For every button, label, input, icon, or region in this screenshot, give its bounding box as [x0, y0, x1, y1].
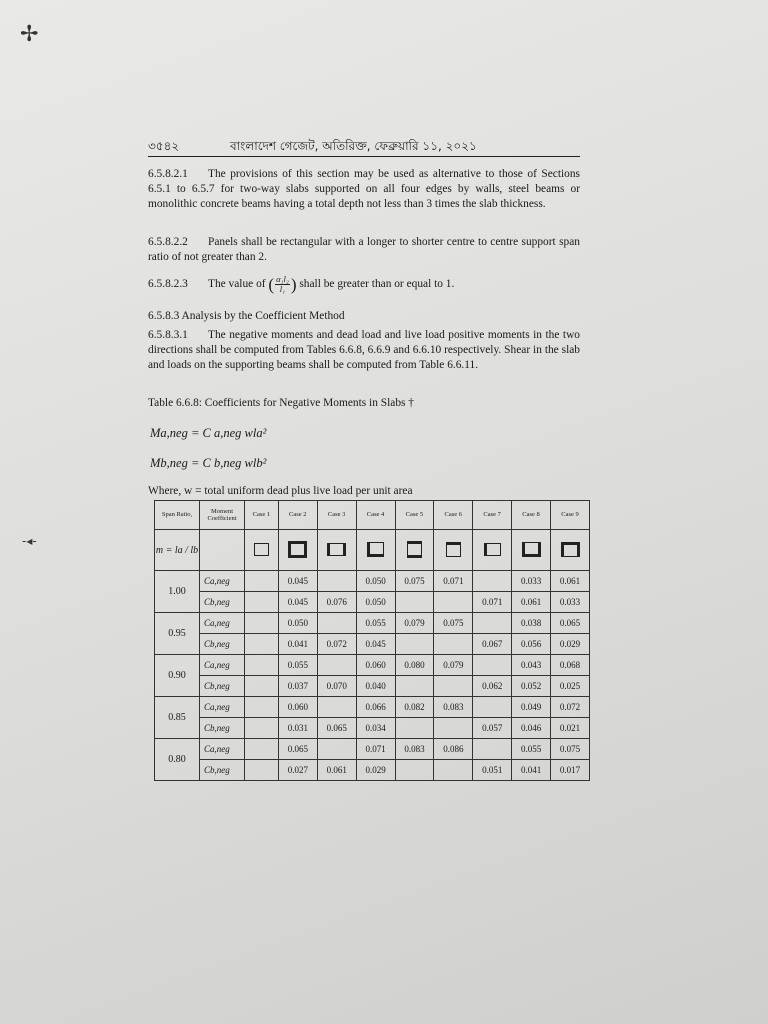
value-cell — [434, 718, 473, 739]
case-9-diagram-icon — [551, 530, 590, 571]
value-cell: 0.045 — [278, 592, 317, 613]
page-number: ৩৫৪২ — [148, 139, 180, 153]
span-ratio-cell: 0.85 — [155, 697, 200, 739]
value-cell — [395, 676, 434, 697]
value-cell: 0.043 — [512, 655, 551, 676]
value-cell: 0.055 — [356, 613, 395, 634]
value-cell — [245, 676, 279, 697]
equation-mb-neg: Mb,neg = C b,neg wlb² — [150, 456, 267, 470]
value-cell: 0.017 — [551, 760, 590, 781]
span-ratio-cell: 1.00 — [155, 571, 200, 613]
section-text: The provisions of this section may be used as alternative to those of Sections 6.5.1 to 6.5.7 for two-way slabs supported on all four edges by walls, steel beams or monolithic concrete beams having a total depth not less than 3 times the slab thickness. — [148, 168, 580, 210]
value-cell — [434, 592, 473, 613]
value-cell: 0.033 — [551, 592, 590, 613]
case-6-diagram-icon — [434, 530, 473, 571]
table-row — [155, 718, 590, 739]
m-ratio-label: m = la / lb — [155, 530, 200, 571]
coefficient-label-cell: Cb,neg — [200, 760, 245, 781]
section-6-5-8-2-2 — [148, 235, 580, 265]
value-cell: 0.062 — [473, 676, 512, 697]
value-cell: 0.079 — [395, 613, 434, 634]
coefficient-label-cell: Cb,neg — [200, 718, 245, 739]
value-cell: 0.056 — [512, 634, 551, 655]
section-number: 6.5.8.3.1 — [148, 329, 188, 341]
value-cell — [395, 760, 434, 781]
value-cell: 0.076 — [317, 592, 356, 613]
case-3-diagram-icon — [317, 530, 356, 571]
value-cell: 0.029 — [551, 634, 590, 655]
value-cell: 0.057 — [473, 718, 512, 739]
coefficient-label-cell: Ca,neg — [200, 613, 245, 634]
value-cell: 0.072 — [317, 634, 356, 655]
value-cell — [395, 634, 434, 655]
table-row — [155, 697, 590, 718]
coefficient-table — [154, 500, 590, 781]
value-cell: 0.045 — [278, 571, 317, 592]
table-row — [155, 613, 590, 634]
header-case-1: Case 1 — [245, 501, 279, 530]
value-cell: 0.071 — [473, 592, 512, 613]
table-row — [155, 676, 590, 697]
value-cell: 0.065 — [551, 613, 590, 634]
table-row — [155, 655, 590, 676]
value-cell: 0.041 — [512, 760, 551, 781]
value-cell — [317, 697, 356, 718]
span-ratio-cell: 0.90 — [155, 655, 200, 697]
table-header-row — [155, 501, 590, 530]
case-2-diagram-icon — [278, 530, 317, 571]
value-cell — [317, 739, 356, 760]
header-case-2: Case 2 — [278, 501, 317, 530]
where-line: Where, w = total uniform dead plus live load per unit area — [148, 485, 413, 497]
value-cell: 0.021 — [551, 718, 590, 739]
value-cell: 0.083 — [434, 697, 473, 718]
value-cell: 0.070 — [317, 676, 356, 697]
value-cell: 0.041 — [278, 634, 317, 655]
value-cell: 0.031 — [278, 718, 317, 739]
value-cell: 0.075 — [395, 571, 434, 592]
value-cell: 0.082 — [395, 697, 434, 718]
value-cell: 0.075 — [434, 613, 473, 634]
header-case-9: Case 9 — [551, 501, 590, 530]
span-ratio-cell: 0.80 — [155, 739, 200, 781]
header-span-ratio: Span Ratio, — [155, 501, 200, 530]
section-text: The negative moments and dead load and live load positive moments in the two directions shall be computed from Tables 6.6.8, 6.6.9 and 6.6.10 respectively. Shear in the slab and loads on the supporting beams shall be computed from Table 6.6.11. — [148, 329, 580, 371]
value-cell: 0.050 — [356, 571, 395, 592]
coefficient-label-cell: Cb,neg — [200, 592, 245, 613]
table-row — [155, 634, 590, 655]
page-header — [148, 138, 580, 157]
value-cell: 0.055 — [278, 655, 317, 676]
value-cell — [245, 655, 279, 676]
value-cell: 0.050 — [356, 592, 395, 613]
value-cell — [434, 634, 473, 655]
value-cell — [245, 718, 279, 739]
coefficient-label-cell: Ca,neg — [200, 739, 245, 760]
header-case-6: Case 6 — [434, 501, 473, 530]
case-7-diagram-icon — [473, 530, 512, 571]
coefficient-label-cell: Ca,neg — [200, 655, 245, 676]
value-cell — [245, 760, 279, 781]
value-cell — [245, 613, 279, 634]
value-cell: 0.065 — [278, 739, 317, 760]
header-case-8: Case 8 — [512, 501, 551, 530]
value-cell: 0.027 — [278, 760, 317, 781]
value-cell: 0.071 — [356, 739, 395, 760]
value-cell: 0.086 — [434, 739, 473, 760]
value-cell: 0.038 — [512, 613, 551, 634]
value-cell — [245, 739, 279, 760]
table-row — [155, 760, 590, 781]
value-cell — [245, 634, 279, 655]
header-case-5: Case 5 — [395, 501, 434, 530]
header-case-7: Case 7 — [473, 501, 512, 530]
value-cell: 0.045 — [356, 634, 395, 655]
value-cell: 0.080 — [395, 655, 434, 676]
value-cell: 0.065 — [317, 718, 356, 739]
section-text-after: shall be greater than or equal to 1. — [299, 278, 455, 291]
value-cell — [245, 571, 279, 592]
equation-ma-neg: Ma,neg = C a,neg wla² — [150, 426, 267, 440]
table-caption: Table 6.6.8: Coefficients for Negative Moments in Slabs † — [148, 397, 414, 409]
header-moment-coefficient: Moment Coefficient — [200, 501, 245, 530]
value-cell — [395, 592, 434, 613]
value-cell: 0.075 — [551, 739, 590, 760]
gazette-title: বাংলাদেশ গেজেট, অতিরিক্ত, ফেব্রুয়ারি ১১, ২০২১ — [230, 139, 477, 153]
case-8-diagram-icon — [512, 530, 551, 571]
alpha-ratio-fraction: $\frac{\text{α₁l₂}}{\text{l₁}}$ — [276, 274, 289, 294]
header-case-3: Case 3 — [317, 501, 356, 530]
coefficient-label-cell: Cb,neg — [200, 676, 245, 697]
table-row — [155, 739, 590, 760]
value-cell: 0.061 — [551, 571, 590, 592]
section-text: Panels shall be rectangular with a longer to shorter centre to centre support span ratio of not greater than 2. — [148, 236, 580, 263]
value-cell: 0.083 — [395, 739, 434, 760]
table-row — [155, 571, 590, 592]
value-cell: 0.051 — [473, 760, 512, 781]
case-4-diagram-icon — [356, 530, 395, 571]
value-cell — [317, 655, 356, 676]
value-cell: 0.040 — [356, 676, 395, 697]
section-6-5-8-2-3: 6.5.8.2.3 The value of ( $\frac{\text{α₁l₂}}{\text{l₁}}$ ) shall be greater than or equal to 1. — [148, 274, 455, 294]
header-case-4: Case 4 — [356, 501, 395, 530]
binding-mark: ✢ — [20, 22, 39, 47]
value-cell: 0.067 — [473, 634, 512, 655]
coefficient-label-cell: Cb,neg — [200, 634, 245, 655]
value-cell — [245, 697, 279, 718]
coefficient-label-cell: Ca,neg — [200, 697, 245, 718]
value-cell: 0.079 — [434, 655, 473, 676]
value-cell: 0.068 — [551, 655, 590, 676]
value-cell: 0.052 — [512, 676, 551, 697]
value-cell — [434, 676, 473, 697]
section-6-5-8-3-1 — [148, 328, 580, 373]
section-text-before: The value of — [208, 278, 266, 291]
section-6-5-8-3-heading: 6.5.8.3 Analysis by the Coefficient Method — [148, 310, 345, 322]
value-cell — [317, 613, 356, 634]
value-cell — [473, 655, 512, 676]
value-cell: 0.072 — [551, 697, 590, 718]
value-cell — [473, 571, 512, 592]
value-cell: 0.049 — [512, 697, 551, 718]
value-cell: 0.060 — [278, 697, 317, 718]
value-cell: 0.061 — [512, 592, 551, 613]
value-cell: 0.066 — [356, 697, 395, 718]
value-cell — [473, 739, 512, 760]
value-cell: 0.025 — [551, 676, 590, 697]
value-cell: 0.033 — [512, 571, 551, 592]
value-cell — [395, 718, 434, 739]
value-cell: 0.050 — [278, 613, 317, 634]
value-cell: 0.071 — [434, 571, 473, 592]
section-number: 6.5.8.2.3 — [148, 278, 188, 291]
case-1-diagram-icon — [245, 530, 279, 571]
span-ratio-cell: 0.95 — [155, 613, 200, 655]
value-cell: 0.037 — [278, 676, 317, 697]
value-cell — [434, 760, 473, 781]
value-cell: 0.034 — [356, 718, 395, 739]
case-5-diagram-icon — [395, 530, 434, 571]
value-cell: 0.055 — [512, 739, 551, 760]
value-cell — [317, 571, 356, 592]
section-6-5-8-2-1 — [148, 167, 580, 212]
value-cell: 0.046 — [512, 718, 551, 739]
value-cell: 0.060 — [356, 655, 395, 676]
value-cell — [473, 697, 512, 718]
coefficient-label-cell: Ca,neg — [200, 571, 245, 592]
case-diagram-row — [155, 530, 590, 571]
table-row — [155, 592, 590, 613]
value-cell: 0.061 — [317, 760, 356, 781]
blank-cell — [200, 530, 245, 571]
section-number: 6.5.8.2.2 — [148, 236, 188, 248]
value-cell — [245, 592, 279, 613]
value-cell: 0.029 — [356, 760, 395, 781]
value-cell — [473, 613, 512, 634]
binding-mark-small: -◂- — [22, 534, 37, 548]
section-number: 6.5.8.2.1 — [148, 168, 188, 180]
